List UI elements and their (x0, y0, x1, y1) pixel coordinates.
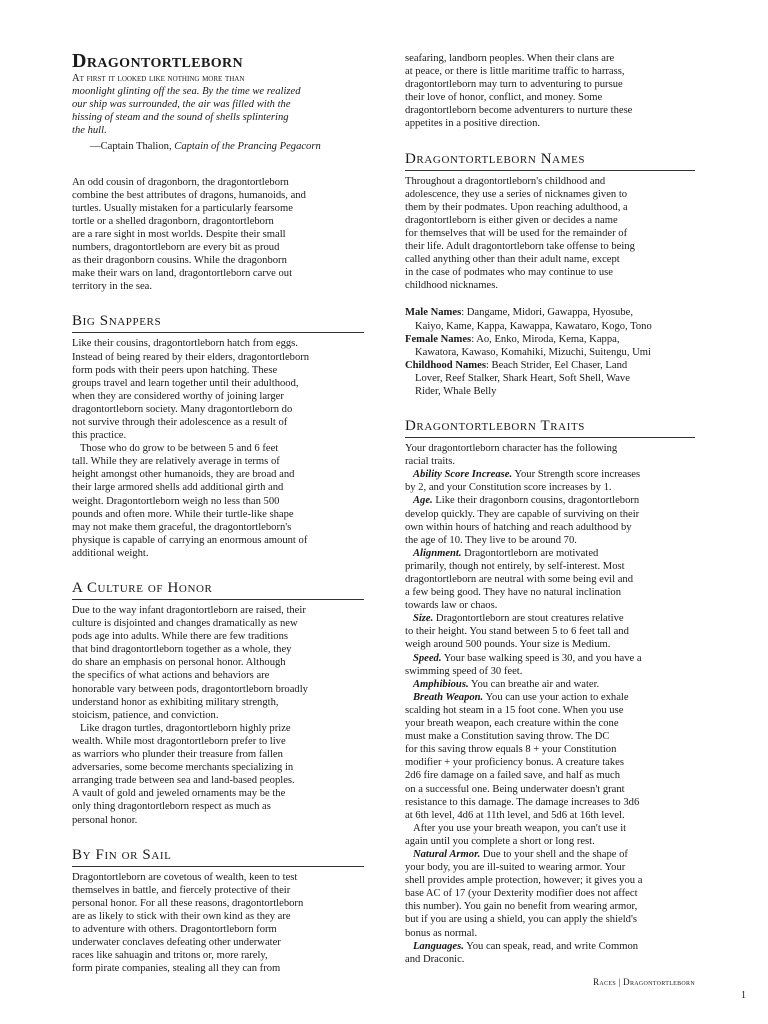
trait-entry (405, 468, 695, 494)
text-line: tall. While they are relatively average in terms of (72, 456, 280, 468)
trait-label: Languages. (412, 940, 464, 952)
text-line: Kaiyo, Kame, Kappa, Kawappa, Kawataro, Kogo, Tono (415, 320, 652, 332)
text-line: not survive through their adolescence as a result of (72, 416, 288, 428)
text-line: territory in the sea. (72, 281, 153, 293)
text-line: for themselves that will be used for the remainder of (405, 227, 628, 239)
section-heading-big-snappers: Big Snappers (72, 313, 364, 333)
text-line: After you use your breath weapon, you can't use it (412, 822, 627, 834)
text-line: stoicism, patience, and conviction. (72, 709, 219, 721)
text-line: dragontortleborn is either given or decides a name (405, 214, 618, 226)
attribution-title: Captain of the Prancing Pegacorn (174, 141, 321, 153)
text-line: You can use your action to exhale (483, 691, 629, 703)
text-line: are a rare sight in most worlds. Despite their small (72, 228, 286, 240)
left-column (72, 50, 364, 975)
text-line: Like their dragonborn cousins, dragontortleborn (432, 495, 640, 507)
traits-intro (405, 442, 695, 468)
text-line: at 6th level, 4d6 at 11th level, and 5d6 at 16th level. (405, 809, 625, 821)
text-line: dragontortleborn may turn to adventuring to pursue (405, 79, 623, 91)
text-line: and Draconic. (405, 953, 465, 965)
fin-sail-paragraph (72, 871, 364, 976)
trait-label: Natural Armor. (412, 848, 481, 860)
page-number: 1 (741, 990, 746, 1001)
section-heading-fin-sail: By Fin or Sail (72, 847, 364, 867)
text-line: combine the best attributes of dragons, humanoids, and (72, 189, 306, 201)
epigraph-first-line: At first it looked like nothing more than (72, 73, 245, 84)
text-line: A vault of gold and jeweled ornaments may be the (72, 788, 286, 800)
text-line: You can breathe air and water. (468, 678, 600, 690)
text-line: dragontortleborn society. Many dragontortleborn do (72, 403, 293, 415)
female-names-list (405, 333, 695, 359)
trait-label: Alignment. (412, 547, 462, 559)
trait-label: Size. (412, 613, 434, 625)
text-line: races like sahuagin and tritons or, more rarely, (72, 950, 268, 962)
text-line: towards law or chaos. (405, 600, 498, 612)
text-line: personal honor. For all these reasons, dragontortleborn (72, 897, 304, 909)
text-line: : Dangame, Midori, Gawappa, Hyosube, (461, 307, 633, 319)
attribution-name: —Captain Thalion, (90, 141, 175, 153)
text-line: groups travel and learn together until their adulthood, (72, 377, 299, 389)
text-line: themselves in battle, and fiercely protective of their (72, 884, 291, 896)
text-line: are as likely to stick with their own kind as they are (72, 910, 291, 922)
section-heading-culture: A Culture of Honor (72, 580, 364, 600)
text-line: personal honor. (72, 814, 138, 826)
text-line: adversaries, some become merchants specializing in (72, 762, 294, 774)
childhood-names-list (405, 359, 695, 398)
text-line: : Beach Strider, Eel Chaser, Land (485, 359, 628, 371)
trait-entry (405, 547, 695, 612)
text-line: at peace, or there is little maritime traffic to harrass, (405, 66, 625, 78)
text-line: your breath weapon, each creature within the cone (405, 718, 619, 730)
trait-label: Breath Weapon. (412, 691, 484, 703)
text-line: their life. Adult dragontortleborn take offense to being (405, 241, 635, 253)
text-line: Like dragon turtles, dragontortleborn highly prize (79, 722, 291, 734)
text-line: own within hours of hatching and reach adulthood by (405, 521, 632, 533)
text-line: form pirate companies, stealing all they can from (72, 963, 281, 975)
text-line: in the case of podmates who may continue to use (405, 267, 613, 279)
text-line: Your Strength score increases (512, 469, 641, 481)
text-line: Like their cousins, dragontortleborn hatch from eggs. (72, 338, 298, 350)
text-line: Lover, Reef Stalker, Shark Heart, Soft Shell, Wave (415, 372, 630, 384)
text-line: again until you complete a short or long rest. (405, 835, 595, 847)
culture-paragraph-2 (72, 722, 364, 827)
text-line: on a successful one. Being underwater doesn't grant (405, 783, 625, 795)
list-label: Childhood Names (405, 359, 486, 371)
text-line: seafaring, landborn peoples. When their clans are (405, 53, 615, 64)
trait-label: Amphibious. (412, 678, 469, 690)
text-line: must make a Constitution saving throw. The DC (405, 731, 610, 743)
text-line: arranging trade between sea and land-based peoples. (72, 775, 295, 787)
text-line: Dragontortleborn are stout creatures relative (433, 613, 624, 625)
text-line: to their height. You stand between 5 to 6 feet tall and (405, 626, 629, 638)
trait-entry (405, 678, 695, 691)
epigraph-line: hissing of steam and the sound of shells splintering (72, 112, 289, 124)
culture-paragraph-1 (72, 604, 364, 722)
text-line: physique is capable of carrying an enormous amount of (72, 534, 308, 546)
text-line: weigh around 500 pounds. Your size is Medium. (405, 639, 611, 651)
text-line: Dragontortleborn are motivated (461, 547, 599, 559)
text-line: this practice. (72, 430, 127, 442)
text-line: that bind dragontortleborn together as a whole, they (72, 644, 292, 656)
trait-entry (405, 652, 695, 678)
text-line: Due to your shell and the shape of (480, 848, 628, 860)
text-line: as their dragonborn cousins. While the dragonborn (72, 255, 287, 267)
text-line: Your dragontortleborn character has the following (405, 443, 618, 455)
right-column (405, 52, 695, 966)
text-line: turtles. Usually mistaken for a particularly fearsome (72, 202, 293, 214)
text-line: their large armored shells add additional girth and (72, 482, 284, 494)
text-line: pounds and often more. While their turtle-like shape (72, 508, 294, 520)
text-line: wealth. While most dragontortleborn prefer to live (72, 735, 286, 747)
text-line: racial traits. (405, 456, 455, 468)
text-line: modifier + your proficiency bonus. A creature takes (405, 757, 624, 769)
text-line: shell provides ample protection, however; it gives you a (405, 875, 643, 887)
big-snappers-paragraph-1 (72, 337, 364, 442)
text-line: Instead of being reared by their elders, dragontortleborn (72, 351, 310, 363)
text-line: this number). You gain no benefit from wearing armor, (405, 901, 638, 913)
male-names-list (405, 306, 695, 332)
trait-entry (405, 494, 695, 546)
breath-weapon-note (405, 822, 695, 848)
traits-list-2 (405, 848, 695, 966)
intro-paragraph (72, 176, 364, 294)
text-line: make their wars on land, dragontortleborn carve out (72, 268, 293, 280)
epigraph-line: moonlight glinting off the sea. By the time we realized (72, 86, 301, 98)
text-line: Due to the way infant dragontortleborn are raised, their (72, 605, 306, 616)
text-line: swimming speed of 30 feet. (405, 665, 523, 677)
running-footer: Races | Dragontortleborn (593, 977, 695, 987)
names-paragraph (405, 175, 695, 293)
text-line: pods age into adults. While there are few traditions (72, 631, 289, 643)
list-label: Female Names (405, 333, 472, 345)
text-line: Kawatora, Kawaso, Komahiki, Mizuchi, Suitengu, Umi (415, 346, 651, 358)
text-line: scalding hot steam in a 15 foot cone. When you use (405, 704, 624, 716)
text-line: Those who do grow to be between 5 and 6 feet (79, 443, 279, 455)
text-line: primarily, though not entirely, by self-interest. Most (405, 560, 625, 572)
text-line: additional weight. (72, 547, 149, 559)
trait-entry (405, 848, 695, 940)
trait-label: Ability Score Increase. (412, 469, 513, 481)
trait-entry (405, 612, 695, 651)
trait-entry (405, 691, 695, 822)
text-line: weight. Dragontortleborn weigh no less than 500 (72, 495, 280, 507)
text-line: their love of honor, conflict, and money. Some (405, 92, 603, 104)
text-line: a few being good. They have no natural inclination (405, 587, 622, 599)
text-line: by 2, and your Constitution score increases by 1. (405, 482, 612, 494)
text-line: them by their podmates. Upon reaching adulthood, a (405, 201, 628, 213)
text-line: but if you are using a shield, you can apply the shield's (405, 914, 637, 926)
text-line: as warriors who plunder their treasure from fallen (72, 749, 283, 761)
trait-label: Age. (412, 495, 433, 507)
text-line: culture is disjointed and changes dramatically as new (72, 618, 298, 630)
text-line: underwater conclaves defeating other underwater (72, 937, 281, 949)
text-line: your body, you are ill-suited to wearing armor. Your (405, 862, 626, 874)
text-line: when they are considered worthy of joining larger (72, 390, 284, 402)
epigraph (72, 72, 364, 154)
text-line: only thing dragontortleborn respect as much as (72, 801, 271, 813)
text-line: do share an emphasis on personal honor. Although (72, 657, 286, 669)
text-line: may not make them graceful, the dragontortleborn's (72, 521, 292, 533)
epigraph-line: the hull. (72, 125, 107, 137)
text-line: for this saving throw equals 8 + your Constitution (405, 744, 617, 756)
text-line: bonus as normal. (405, 927, 478, 939)
text-line: Dragontortleborn are covetous of wealth, keen to test (72, 871, 298, 883)
text-line: numbers, dragontortleborn are every bit as proud (72, 242, 280, 254)
text-line: dragontortleborn are neutral with some being evil and (405, 574, 633, 585)
text-line: the specifics of what actions and behaviors are (72, 670, 270, 682)
text-line: appetites in a positive direction. (405, 118, 541, 130)
big-snappers-paragraph-2 (72, 442, 364, 560)
epigraph-attribution (72, 140, 364, 153)
text-line: You can speak, read, and write Common (463, 940, 639, 952)
text-line: height amongst other humanoids, they are broad and (72, 469, 295, 481)
text-line: to adventure with others. Dragontortleborn form (72, 923, 277, 935)
text-line: tortle or a shelled dragonborn, dragontortleborn (72, 215, 274, 227)
text-line: Rider, Whale Belly (415, 385, 497, 397)
text-line: called anything other than their adult name, except (405, 254, 620, 266)
trait-entry (405, 940, 695, 966)
fin-sail-paragraph-continued (405, 52, 695, 131)
text-line: Your base walking speed is 30, and you have a (441, 652, 642, 664)
text-line: the age of 10. They live to be around 70. (405, 534, 577, 546)
trait-label: Speed. (412, 652, 442, 664)
text-line: resistance to this damage. The damage increases to 3d6 (405, 796, 640, 808)
text-line: base AC of 17 (your Dexterity modifier does not affect (405, 888, 638, 900)
section-heading-names: Dragontortleborn Names (405, 151, 695, 171)
section-heading-traits: Dragontortleborn Traits (405, 418, 695, 438)
text-line: honorable vary between pods, dragontortleborn broadly (72, 683, 308, 695)
text-line: Throughout a dragontortleborn's childhood and (405, 175, 606, 187)
page-title: Dragontortleborn (72, 50, 244, 72)
text-line: form pods with their peers upon hatching. These (72, 364, 278, 376)
text-line: childhood nicknames. (405, 280, 498, 292)
text-line: adolescence, they use a series of nicknames given to (405, 188, 628, 200)
text-line: An odd cousin of dragonborn, the dragontortleborn (72, 176, 289, 188)
text-line: : Ao, Enko, Miroda, Kema, Kappa, (471, 333, 620, 345)
traits-list (405, 468, 695, 822)
epigraph-line: our ship was surrounded, the air was filled with the (72, 99, 291, 111)
text-line: develop quickly. They are capable of surviving on their (405, 508, 640, 520)
text-line: dragontortleborn become adventurers to nurture these (405, 105, 633, 117)
list-label: Male Names (405, 307, 462, 319)
text-line: understand honor as exhibiting military strength, (72, 696, 279, 708)
text-line: 2d6 fire damage on a failed save, and half as much (405, 770, 621, 782)
